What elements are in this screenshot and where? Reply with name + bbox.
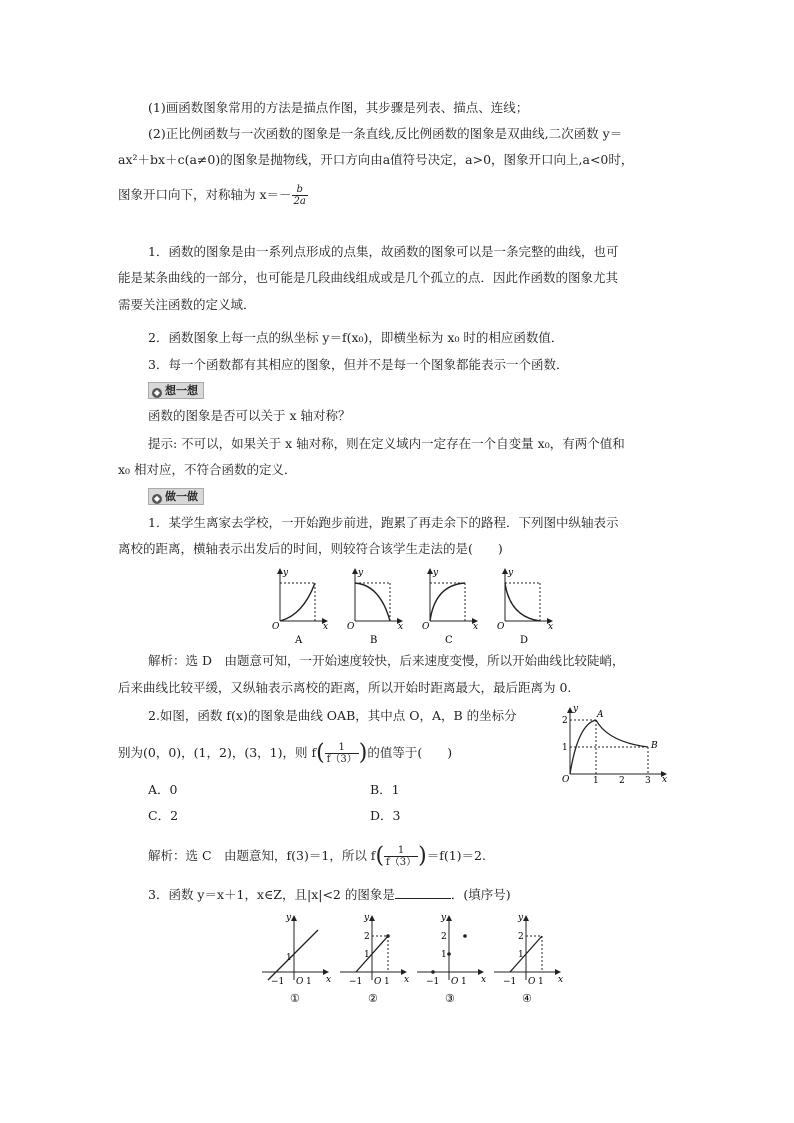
summary-axis-text: 图象开口向下，对称轴为 x＝－	[118, 187, 292, 202]
think-label: 想一想	[165, 384, 198, 397]
q3g1-y: y	[286, 913, 292, 923]
oab-point-b: B	[651, 741, 658, 751]
q3g4-ytick-1: 1	[518, 950, 524, 960]
note-1-line-2: 能是某条曲线的一部分，也可能是几段曲线组成或是几个孤立的点．因此作函数的图象尤其	[118, 270, 619, 285]
q1d-x: x	[548, 622, 554, 632]
q1-label-c: C	[445, 635, 453, 646]
q3-graph-2	[340, 913, 409, 1005]
q1a-origin: O	[272, 622, 280, 632]
q1-label-d: D	[520, 635, 529, 646]
q3g1-x: x	[326, 975, 332, 985]
q3g1-xtick-neg1: −1	[271, 977, 285, 987]
q1-line-1: 1．某学生离家去学校，一开始跑步前进，跑累了再走余下的路程．下列图中纵轴表示	[148, 515, 619, 530]
q3g2-x: x	[404, 975, 410, 985]
q1-label-a: A	[295, 635, 303, 646]
q1-line-2: 离校的距离，横轴表示出发后的时间，则较符合该学生走法的是( )	[118, 541, 503, 556]
summary-line-2: (2)正比例函数与一次函数的图象是一条直线,反比例函数的图象是双曲线,二次函数 y＝	[148, 126, 623, 141]
oab-xtick-2: 2	[619, 776, 625, 786]
q3-label-2: ②	[368, 992, 378, 1005]
axis-fraction	[292, 184, 308, 207]
oab-ytick-1: 1	[562, 743, 568, 753]
q2-sol-paren-left: (	[375, 843, 385, 869]
axis-fraction-den: 2a	[293, 196, 306, 207]
q2-line-2-prefix: 别为(0，0)，(1，2)，(3，1)，则 f	[118, 745, 317, 760]
q2-line-2	[118, 742, 452, 765]
q3g4-origin: O	[528, 977, 536, 987]
q1d-y: y	[508, 568, 514, 578]
q3g4-x: x	[558, 975, 564, 985]
q3-graph-4	[494, 913, 563, 1005]
q1c-origin: O	[422, 622, 430, 632]
q3g4-xtick-1: 1	[538, 977, 544, 987]
q3-graphs	[258, 910, 568, 1014]
q2-paren-right: )	[358, 740, 368, 766]
oab-ytick-2: 2	[562, 716, 568, 726]
q3-label-3: ③	[445, 992, 455, 1005]
summary-line-3: ax²＋bx＋c(a≠0)的图象是抛物线，开口方向由a值符号决定，a>0，图象开口向上,a<0时，	[118, 152, 634, 167]
q3g3-xtick-1: 1	[461, 977, 467, 987]
q1b-origin: O	[347, 622, 355, 632]
q2-fraction-num: 1	[325, 742, 359, 754]
q3-line	[148, 886, 511, 903]
q1a-y: y	[283, 568, 289, 578]
q1-graph-b	[347, 568, 403, 646]
think-hint-line-1: 提示: 不可以，如果关于 x 轴对称，则在定义域内一定存在一个自变量 x₀，有两个值和	[148, 436, 625, 451]
q3g4-xtick-neg1: −1	[503, 977, 517, 987]
oab-xtick-3: 3	[645, 776, 651, 786]
q2-solution-den: f（3）	[386, 857, 417, 868]
axis-fraction-num: b	[292, 184, 308, 196]
q1d-origin: O	[497, 622, 505, 632]
q2-line-1: 2.如图，函数 f(x)的图象是曲线 OAB，其中点 O，A，B 的坐标分	[148, 708, 517, 723]
q2-option-b: B．1	[370, 782, 400, 797]
q2-solution	[148, 845, 486, 868]
note-1-line-3: 需要关注函数的定义域．	[118, 297, 256, 312]
q1-graph-a	[272, 568, 328, 646]
q3g3-ytick-2: 2	[441, 932, 447, 942]
q3g2-xtick-1: 1	[384, 977, 390, 987]
oab-y: y	[573, 704, 579, 714]
q1a-x: x	[323, 622, 329, 632]
q3g3-y: y	[441, 913, 447, 923]
q3g2-ytick-2: 2	[364, 932, 370, 942]
q2-option-c: C．2	[148, 808, 179, 823]
think-question: 函数的图象是否可以关于 x 轴对称？	[148, 408, 351, 423]
q2-option-d: D．3	[370, 808, 401, 823]
q3g2-xtick-neg1: −1	[349, 977, 363, 987]
q1-graph-c	[422, 568, 478, 646]
q1-graph-d	[497, 568, 553, 646]
summary-line-4	[118, 184, 308, 207]
q3g1-origin: O	[296, 977, 304, 987]
q1b-x: x	[398, 622, 404, 632]
q3-answer-blank[interactable]	[395, 886, 451, 899]
q3g3-xtick-neg1: −1	[426, 977, 440, 987]
q3g2-y: y	[364, 913, 370, 923]
q2-solution-suffix: ＝f(1)＝2.	[426, 848, 486, 863]
oab-x: x	[662, 775, 668, 785]
q1c-x: x	[473, 622, 479, 632]
q2-solution-prefix: 解析：选 C 由题意知，f(3)＝1，所以 f	[148, 848, 376, 863]
q3g4-y: y	[518, 913, 524, 923]
q3g4-ytick-2: 2	[518, 932, 524, 942]
q2-fraction	[325, 742, 359, 765]
q1-graphs	[265, 563, 554, 648]
summary-line-1: (1)画函数图象常用的方法是描点作图，其步骤是列表、描点、连线；	[148, 100, 529, 115]
q2-sol-paren-right: )	[418, 843, 427, 869]
think-hint-line-2: x₀ 相对应，不符合函数的定义．	[118, 462, 297, 477]
oab-xtick-1: 1	[593, 776, 599, 786]
q1-solution-line-1: 解析：选 D 由题意可知，一开始速度较快，后来速度变慢，所以开始曲线比较陡峭，	[148, 653, 625, 668]
q3g3-ytick-1: 1	[441, 950, 447, 960]
q1c-y: y	[433, 568, 439, 578]
q2-fraction-den: f（3）	[326, 754, 357, 765]
oab-point-a: A	[597, 710, 604, 720]
q3-label-4: ④	[522, 992, 532, 1005]
do-tag	[148, 488, 204, 505]
q3g3-origin: O	[451, 977, 459, 987]
q1-label-b: B	[370, 635, 378, 646]
q3-graph-1	[262, 913, 331, 1005]
bulb-icon: ◆	[153, 388, 161, 397]
q3-tail: ．(填序号)	[450, 887, 511, 902]
q2-solution-fraction	[384, 845, 418, 868]
q1b-y: y	[358, 568, 364, 578]
q3g1-ytick-1: 1	[286, 953, 292, 963]
q3g1-xtick-1: 1	[306, 977, 312, 987]
q2-paren-left: (	[316, 740, 325, 766]
q2-line-2-suffix: 的值等于( )	[367, 745, 453, 760]
q3-label-1: ①	[290, 992, 300, 1005]
q2-solution-num: 1	[384, 845, 418, 857]
q3-text: 3．函数 y＝x＋1，x∈Z，且|x|<2 的图象是	[148, 887, 395, 902]
note-2: 2．函数图象上每一点的纵坐标 y＝f(x₀)，即横坐标为 x₀ 时的相应函数值．	[148, 330, 564, 345]
q3g2-ytick-1: 1	[364, 950, 370, 960]
q3g3-x: x	[481, 975, 487, 985]
do-label: 做一做	[165, 490, 198, 503]
think-tag	[148, 382, 204, 399]
q3-graph-3	[417, 913, 486, 1005]
pen-icon: ◆	[153, 494, 161, 503]
q2-option-a: A．0	[148, 782, 178, 797]
fig-oab	[558, 702, 674, 786]
q3g2-origin: O	[374, 977, 382, 987]
oab-origin: O	[562, 775, 570, 785]
q1-solution-line-2: 后来曲线比较平缓，又纵轴表示离校的距离，所以开始时距离最大，最后距离为 0.	[118, 680, 572, 695]
note-3: 3．每一个函数都有其相应的图象，但并不是每一个图象都能表示一个函数．	[148, 357, 569, 372]
note-1-line-1: 1．函数的图象是由一系列点形成的点集，故函数的图象可以是一条完整的曲线，也可	[148, 244, 619, 259]
